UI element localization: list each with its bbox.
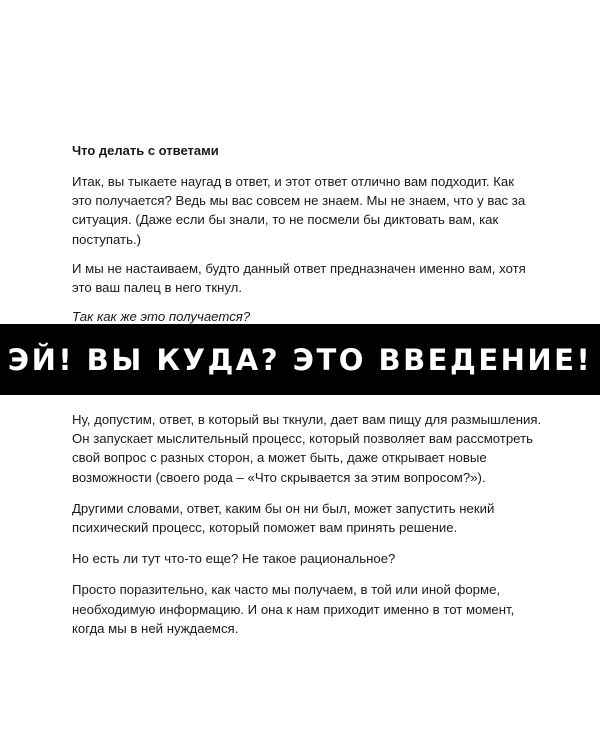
paragraph: Ну, допустим, ответ, в который вы ткнули, дает вам пищу для размышления. Он запускает мыслительный процесс, который позволяет вам рассмотреть свой вопрос с разных сторон, а может быть, даже открывает новые возможности (своего рода – «Что скрывается за этим вопросом?»). [72,412,542,485]
paragraph: И мы не настаиваем, будто данный ответ предназначен именно вам, хотя это ваш палец в него ткнул. [72,260,526,296]
banner-title: ЭЙ! ВЫ КУДА? ЭТО ВВЕДЕНИЕ! [7,342,593,377]
paragraph: Итак, вы тыкаете наугад в ответ, и этот ответ отлично вам подходит. Как это получается? Ведь мы вас совсем не знаем. Мы не знаем, что у вас за ситуация. (Даже если бы знали, то не посмели бы диктовать вам, как поступать.) [72,174,526,247]
italic-question: Так как же это получается? [72,309,251,325]
section-heading: Что делать с ответами [72,143,219,158]
paragraph: Другими словами, ответ, каким бы он ни был, может запустить некий психический процесс, который поможет вам принять решение. [72,500,495,536]
top-section [72,143,532,336]
paragraph: Просто поразительно, как часто мы получаем, в той или иной форме, необходимую информацию. И она к нам приходит именно в тот момент, когда мы в ней нуждаемся. [72,582,515,636]
bottom-section [72,410,544,650]
chapter-banner [0,324,600,395]
paragraph: Но есть ли тут что-то еще? Не такое рациональное? [72,551,396,567]
